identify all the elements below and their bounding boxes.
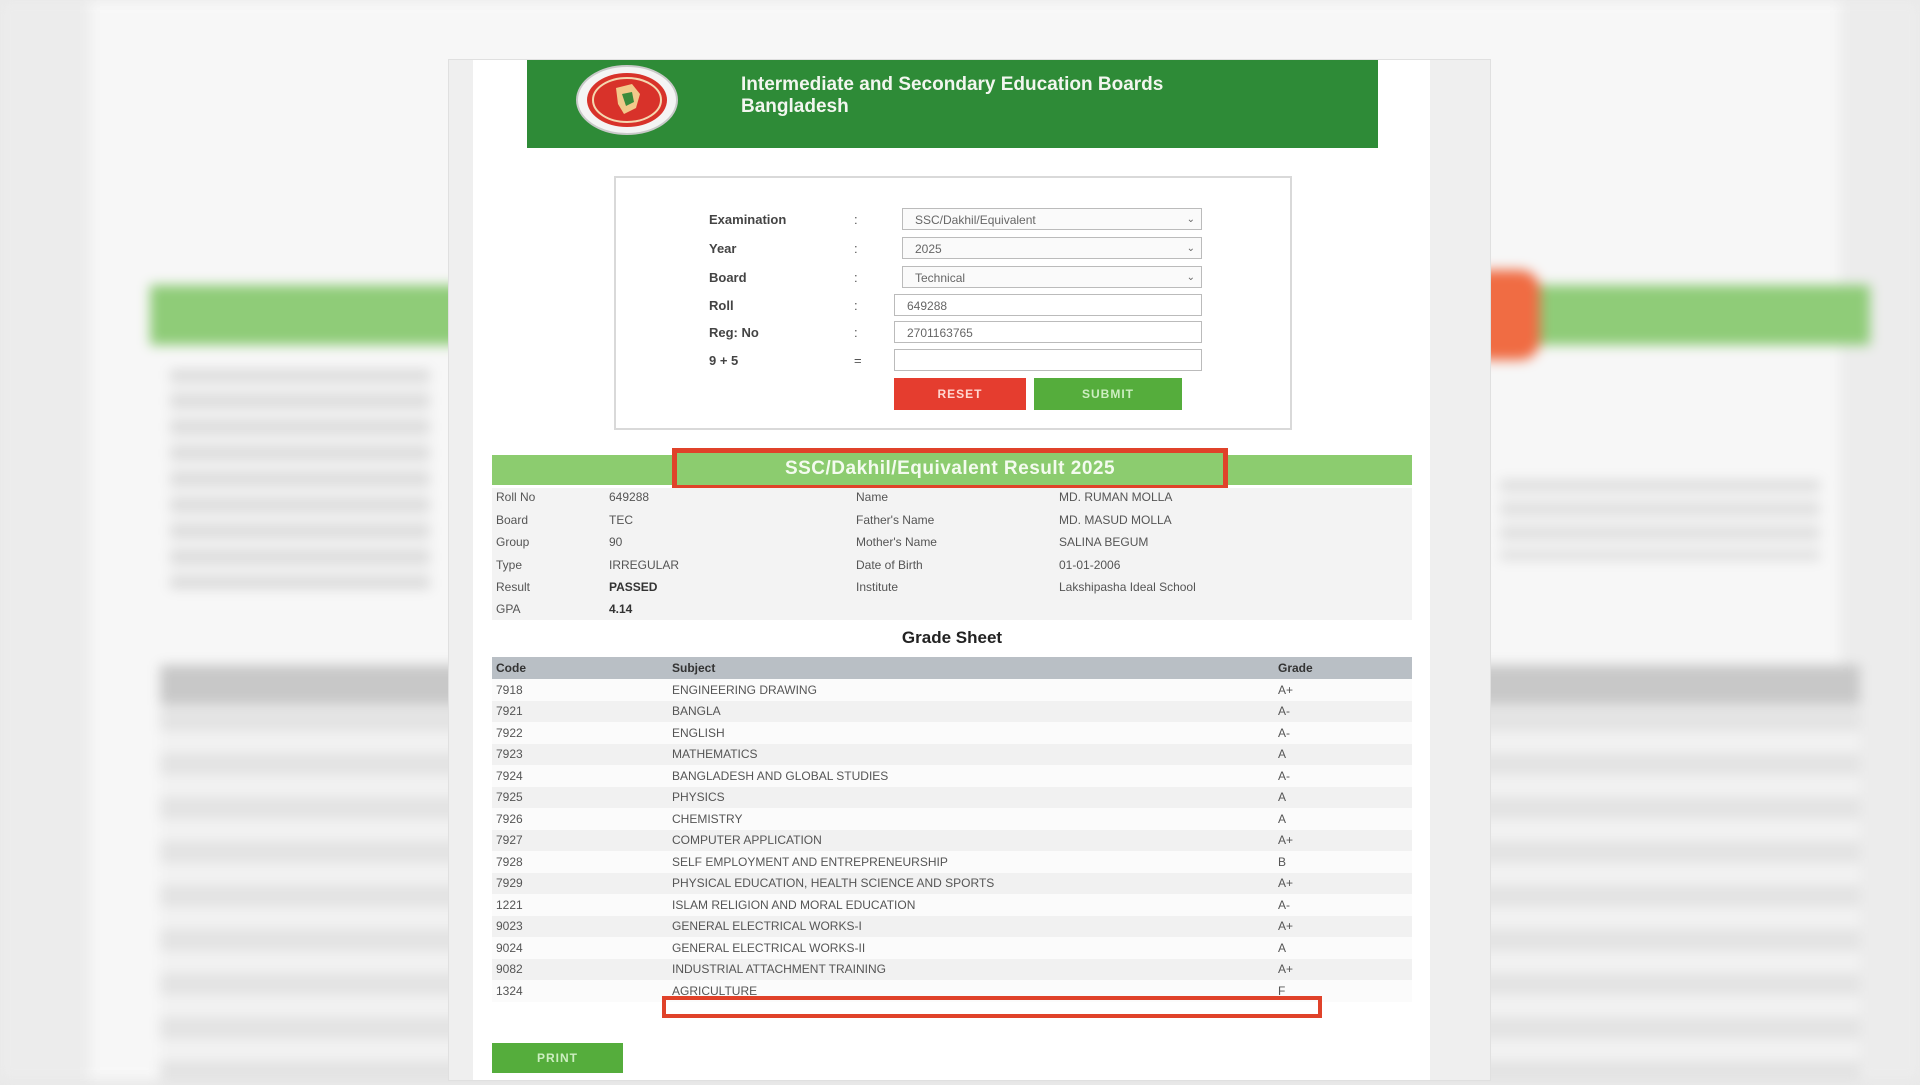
subject-code: 7918 xyxy=(492,679,668,701)
subject-column-header: Subject xyxy=(668,657,1274,679)
student-info xyxy=(492,488,1412,620)
code-column-header: Code xyxy=(492,657,668,679)
captcha-input[interactable] xyxy=(894,349,1202,371)
reg-colon: : xyxy=(854,325,858,340)
subject-name: MATHEMATICS xyxy=(668,744,1274,766)
subject-grade: A- xyxy=(1274,894,1412,916)
table-row xyxy=(492,916,1412,938)
board-info-label: Board xyxy=(496,513,529,527)
subject-grade: A xyxy=(1274,808,1412,830)
result-title-highlight xyxy=(672,448,1228,490)
subject-code: 1221 xyxy=(492,894,668,916)
subject-grade: A xyxy=(1274,937,1412,959)
year-colon: : xyxy=(854,241,858,256)
grade-table-header xyxy=(492,657,1412,679)
father-name-value: MD. MASUD MOLLA xyxy=(1059,513,1172,527)
table-row xyxy=(492,787,1412,809)
result-title: SSC/Dakhil/Equivalent Result 2025 xyxy=(784,458,1116,479)
type-label: Type xyxy=(496,558,523,572)
submit-button[interactable]: SUBMIT xyxy=(1034,378,1182,410)
dob-value: 01-01-2006 xyxy=(1059,558,1121,572)
board-selected-value: Technical xyxy=(915,271,966,285)
table-row xyxy=(492,873,1412,895)
roll-row xyxy=(616,294,1290,320)
subject-code: 9024 xyxy=(492,937,668,959)
captcha-row xyxy=(616,349,1290,375)
subject-code: 7925 xyxy=(492,787,668,809)
subject-grade: A xyxy=(1274,744,1412,766)
subject-name: GENERAL ELECTRICAL WORKS-I xyxy=(668,916,1274,938)
result-search-form xyxy=(614,176,1292,430)
subject-name: ENGINEERING DRAWING xyxy=(668,679,1274,701)
board-info-value: TEC xyxy=(609,513,633,527)
examination-select[interactable] xyxy=(902,208,1202,230)
board-title-line1: Intermediate and Secondary Education Boards xyxy=(741,74,1164,95)
grade-sheet-title: Grade Sheet xyxy=(901,628,1003,647)
board-select[interactable] xyxy=(902,266,1202,288)
table-row xyxy=(492,830,1412,852)
subject-name: BANGLA xyxy=(668,701,1274,723)
grade-column-header: Grade xyxy=(1274,657,1412,679)
roll-label: Roll xyxy=(709,298,734,313)
year-select[interactable] xyxy=(902,237,1202,259)
failed-subject-highlight xyxy=(662,996,1322,1018)
result-value: PASSED xyxy=(609,580,658,594)
result-label: Result xyxy=(496,580,531,594)
table-row xyxy=(492,959,1412,981)
subject-code: 7926 xyxy=(492,808,668,830)
name-label: Name xyxy=(856,490,889,504)
roll-colon: : xyxy=(854,298,858,313)
board-title-line2: Bangladesh xyxy=(741,96,849,117)
subject-grade: A+ xyxy=(1274,959,1412,981)
subject-name: ENGLISH xyxy=(668,722,1274,744)
government-seal-icon xyxy=(572,64,682,136)
type-value: IRREGULAR xyxy=(609,558,680,572)
grade-table xyxy=(492,657,1412,1002)
gpa-label: GPA xyxy=(496,602,521,616)
subject-code: 9023 xyxy=(492,916,668,938)
roll-no-label: Roll No xyxy=(496,490,536,504)
chevron-down-icon: ⌄ xyxy=(1186,272,1195,283)
subject-code: 7922 xyxy=(492,722,668,744)
subject-code: 1324 xyxy=(492,980,668,1002)
table-row xyxy=(492,701,1412,723)
table-row xyxy=(492,744,1412,766)
subject-grade: A- xyxy=(1274,722,1412,744)
subject-grade: F xyxy=(1274,980,1412,1002)
reg-input[interactable]: 2701163765 xyxy=(894,321,1202,343)
examination-row xyxy=(616,208,1290,234)
mother-name-label: Mother's Name xyxy=(856,535,937,549)
subject-code: 7927 xyxy=(492,830,668,852)
table-row xyxy=(492,894,1412,916)
subject-name: AGRICULTURE xyxy=(668,980,1274,1002)
board-colon: : xyxy=(854,270,858,285)
examination-label: Examination xyxy=(709,212,787,227)
table-row xyxy=(492,851,1412,873)
subject-name: COMPUTER APPLICATION xyxy=(668,830,1274,852)
name-value: MD. RUMAN MOLLA xyxy=(1059,490,1173,504)
subject-name: INDUSTRIAL ATTACHMENT TRAINING xyxy=(668,959,1274,981)
captcha-label: 9 + 5 xyxy=(709,353,739,368)
year-row xyxy=(616,237,1290,263)
group-value: 90 xyxy=(609,535,623,549)
board-label: Board xyxy=(709,270,747,285)
subject-name: CHEMISTRY xyxy=(668,808,1274,830)
subject-grade: A+ xyxy=(1274,830,1412,852)
table-row xyxy=(492,679,1412,701)
chevron-down-icon: ⌄ xyxy=(1186,214,1195,225)
subject-grade: A xyxy=(1274,787,1412,809)
year-label: Year xyxy=(709,241,737,256)
institute-value: Lakshipasha Ideal School xyxy=(1059,580,1196,594)
reg-label: Reg: No xyxy=(709,325,759,340)
subject-grade: B xyxy=(1274,851,1412,873)
examination-selected-value: SSC/Dakhil/Equivalent xyxy=(915,213,1036,227)
subject-grade: A- xyxy=(1274,701,1412,723)
board-row xyxy=(616,266,1290,292)
subject-name: ISLAM RELIGION AND MORAL EDUCATION xyxy=(668,894,1274,916)
institute-label: Institute xyxy=(856,580,899,594)
dob-label: Date of Birth xyxy=(856,558,923,572)
board-title xyxy=(741,74,1341,118)
page-margin-right xyxy=(1430,60,1490,1080)
subject-code: 9082 xyxy=(492,959,668,981)
background-info-block-right xyxy=(1500,480,1820,560)
table-row xyxy=(492,765,1412,787)
subject-name: SELF EMPLOYMENT AND ENTREPRENEURSHIP xyxy=(668,851,1274,873)
subject-code: 7923 xyxy=(492,744,668,766)
subject-code: 7929 xyxy=(492,873,668,895)
subject-name: PHYSICAL EDUCATION, HEALTH SCIENCE AND SPORTS xyxy=(668,873,1274,895)
reg-row xyxy=(616,321,1290,347)
subject-grade: A+ xyxy=(1274,679,1412,701)
chevron-down-icon: ⌄ xyxy=(1186,243,1195,254)
subject-code: 7924 xyxy=(492,765,668,787)
gpa-value: 4.14 xyxy=(609,602,633,616)
subject-name: GENERAL ELECTRICAL WORKS-II xyxy=(668,937,1274,959)
reset-button[interactable]: RESET xyxy=(894,378,1026,410)
print-button[interactable]: PRINT xyxy=(492,1043,623,1073)
mother-name-value: SALINA BEGUM xyxy=(1059,535,1149,549)
background-info-block xyxy=(170,370,430,590)
table-row xyxy=(492,808,1412,830)
subject-grade: A- xyxy=(1274,765,1412,787)
captcha-equals: = xyxy=(854,353,862,368)
table-row xyxy=(492,722,1412,744)
roll-no-value: 649288 xyxy=(609,490,650,504)
group-label: Group xyxy=(496,535,530,549)
table-row xyxy=(492,937,1412,959)
examination-colon: : xyxy=(854,212,858,227)
father-name-label: Father's Name xyxy=(856,513,935,527)
year-selected-value: 2025 xyxy=(915,242,942,256)
subject-code: 7928 xyxy=(492,851,668,873)
subject-grade: A+ xyxy=(1274,873,1412,895)
page-margin-left xyxy=(449,60,473,1080)
board-header xyxy=(527,60,1378,148)
subject-name: PHYSICS xyxy=(668,787,1274,809)
subject-code: 7921 xyxy=(492,701,668,723)
subject-name: BANGLADESH AND GLOBAL STUDIES xyxy=(668,765,1274,787)
roll-input[interactable]: 649288 xyxy=(894,294,1202,316)
subject-grade: A+ xyxy=(1274,916,1412,938)
